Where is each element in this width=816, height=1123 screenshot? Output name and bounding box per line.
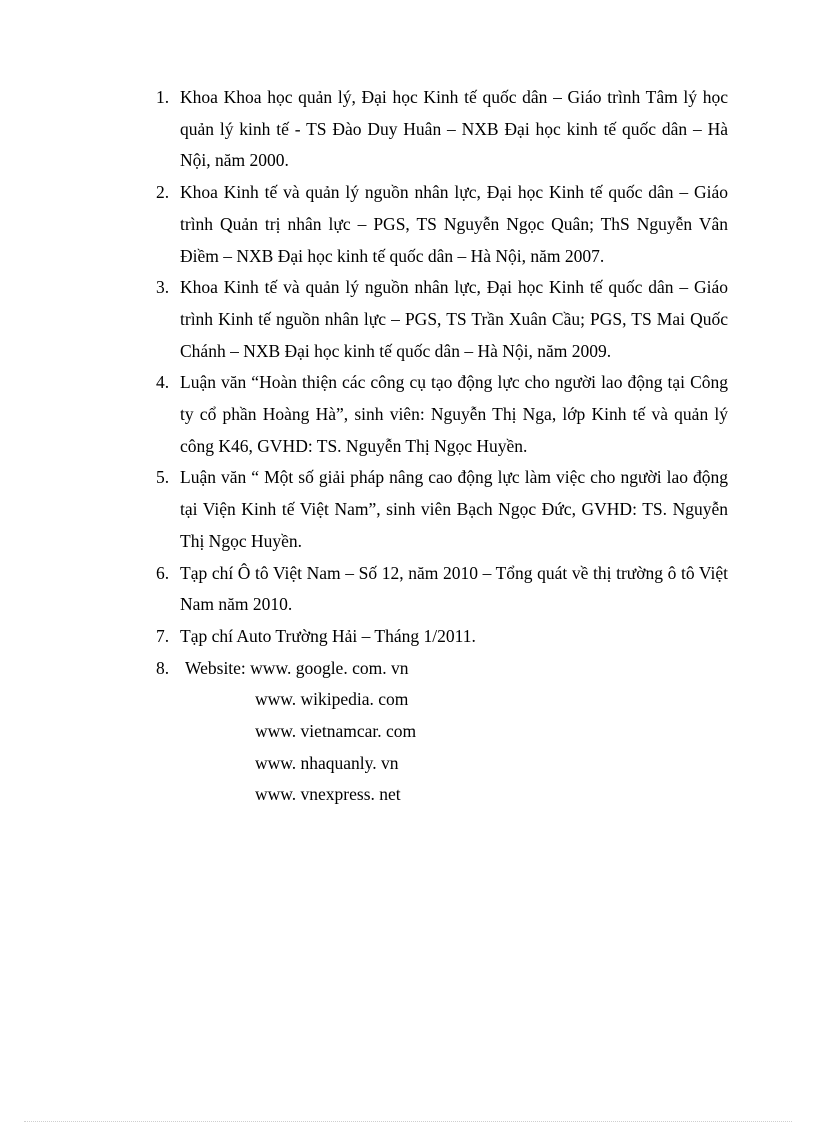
reference-list (150, 82, 728, 811)
reference-number: 6. (156, 562, 170, 583)
reference-item (150, 177, 728, 272)
website-label: Website: www. google. com. vn (185, 657, 409, 678)
website-url: www. nhaquanly. vn (255, 752, 399, 773)
website-url: www. vietnamcar. com (255, 721, 417, 742)
reference-item (150, 462, 728, 557)
website-url: www. vnexpress. net (255, 784, 401, 805)
reference-number: 1. (156, 87, 170, 107)
reference-text: Luận văn “ Một số giải pháp nâng cao động lực làm việc cho người lao động tại Viện Kinh tế Việt Nam”, sinh viên Bạch Ngọc Đức, GVHD: TS. Nguyễn Thị Ngọc Huyền. (180, 467, 728, 551)
reference-text: Luận văn “Hoàn thiện các công cụ tạo động lực cho người lao động tại Công ty cổ phần Hoàng Hà”, sinh viên: Nguyễn Thị Nga, lớp Kinh tế và quản lý công K46, GVHD: TS. Nguyễn Thị Ngọc Huyền. (180, 372, 728, 456)
reference-number: 2. (156, 182, 170, 203)
reference-text: Khoa Khoa học quản lý, Đại học Kinh tế quốc dân – Giáo trình Tâm lý học quản lý kinh tế - TS Đào Duy Huân – NXB Đại học kinh tế quốc dân – Hà Nội, năm 2000. (180, 87, 728, 171)
reference-item (150, 621, 728, 653)
reference-number: 4. (156, 372, 170, 393)
reference-text: Khoa Kinh tế và quản lý nguồn nhân lực, Đại học Kinh tế quốc dân – Giáo trình Kinh tế nguồn nhân lực – PGS, TS Trần Xuân Cầu; PGS, TS Mai Quốc Chánh – NXB Đại học kinh tế quốc dân – Hà Nội, năm 2009. (180, 277, 728, 361)
website-reference-item (150, 653, 728, 812)
reference-item (150, 558, 728, 621)
reference-number: 7. (156, 625, 170, 646)
reference-text: Khoa Kinh tế và quản lý nguồn nhân lực, Đại học Kinh tế quốc dân – Giáo trình Quản trị nhân lực – PGS, TS Nguyễn Ngọc Quân; ThS Nguyễn Vân Điềm – NXB Đại học kinh tế quốc dân – Hà Nội, năm 2007. (180, 182, 728, 266)
reference-text: Tạp chí Ô tô Việt Nam – Số 12, năm 2010 – Tổng quát về thị trường ô tô Việt Nam năm 2010. (180, 562, 728, 615)
reference-item (150, 272, 728, 367)
page-bottom-divider (24, 1121, 792, 1122)
reference-item (150, 82, 728, 177)
reference-item (150, 367, 728, 462)
reference-number: 3. (156, 277, 170, 298)
website-url: www. wikipedia. com (255, 689, 409, 710)
reference-number: 8. (156, 657, 170, 678)
reference-number: 5. (156, 467, 170, 488)
reference-text: Tạp chí Auto Trường Hải – Tháng 1/2011. (180, 625, 476, 646)
